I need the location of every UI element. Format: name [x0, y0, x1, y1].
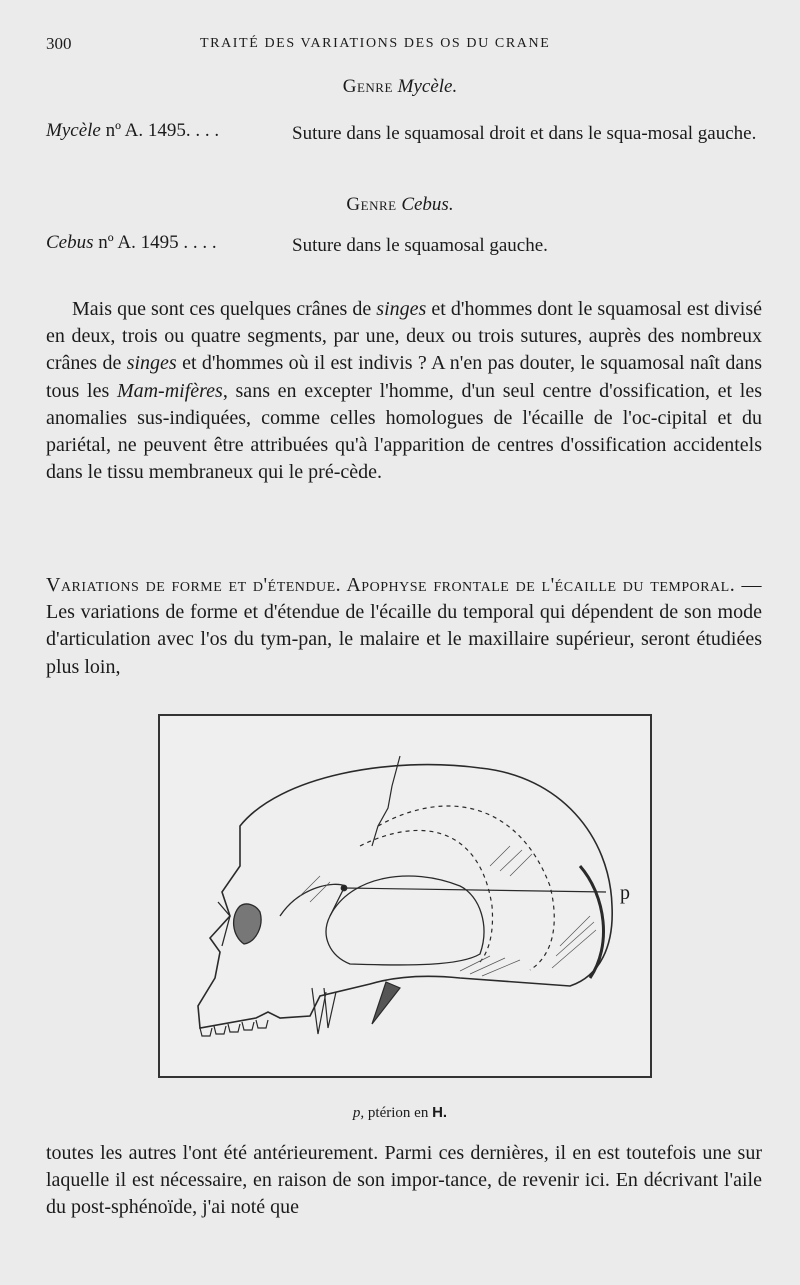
- genre-heading: [0, 76, 800, 98]
- text-run: , sans en excepter l'homme, d'un seul centre d'ossification, et les anomalies sus-indiquées, comme celles homologues de l'écaille de l'oc-cipital et du pariétal, ne peuvent être attribuées qu'à l'apparition de centres d'ossification accidentels dans le tissu membraneux qui le pré-cède.: [46, 379, 763, 484]
- text-run: et d'hommes où il est indivis ? A n'en pas douter, le squamosal naît dans tous les: [46, 352, 762, 402]
- zygomatic-line: [280, 884, 345, 916]
- text-run: Mais que sont ces quelques crânes de: [72, 298, 377, 320]
- text-run: Les variations de forme et d'étendue de l'écaille du temporal qui dépendent de son mode d'articulation avec l'os du tym-pan, le malaire et le maxillaire supérieur, seront étudiées plus loin,: [46, 601, 762, 678]
- specimen-entry: [46, 232, 217, 254]
- caption-letter: p,: [352, 1105, 365, 1121]
- leader-dots: . . .: [192, 232, 217, 253]
- body-paragraph: [46, 572, 762, 681]
- genre-heading: [0, 194, 800, 216]
- running-title: TRAITÉ DES VARIATIONS DES OS DU CRANE: [200, 36, 551, 51]
- genre-name: Mycèle.: [397, 76, 458, 97]
- skull-outline: [198, 765, 612, 1028]
- text-run: et d'hommes dont le squamosal est divisé en deux, trois ou quatre segments, par une, deux ou trois sutures, auprès des nombreux crânes de: [46, 298, 762, 375]
- orbit: [234, 904, 261, 944]
- caption-text: ptérion en: [364, 1105, 433, 1121]
- body-paragraph: [46, 296, 762, 486]
- specimen-ref: nº A. 1495.: [100, 120, 191, 141]
- figure-caption: [0, 1104, 800, 1122]
- section-heading: Variations de forme et d'étendue. Apophyse frontale de l'écaille du temporal. —: [46, 574, 762, 596]
- figure-label: p: [620, 882, 630, 904]
- genre-word: Genre: [346, 194, 397, 215]
- specimen-name: Mycèle: [46, 120, 101, 141]
- specimen-description: Suture dans le squamosal gauche.: [292, 235, 548, 256]
- specimen-name: Cebus: [46, 232, 94, 253]
- skull-figure: [158, 714, 652, 1078]
- specimen-entry: [46, 120, 219, 142]
- coronal-suture: [372, 756, 400, 846]
- emphasis: singes: [126, 352, 177, 375]
- leader-dots: . . .: [195, 120, 220, 141]
- emphasis: singes: [376, 298, 427, 320]
- dashed-line: [378, 806, 554, 970]
- caption-symbol: H.: [432, 1104, 448, 1121]
- specimen-description: Suture dans le squamosal droit et dans le squa-mosal gauche.: [292, 123, 757, 144]
- genre-name: Cebus.: [401, 194, 454, 215]
- emphasis: Mam-mifères: [116, 379, 223, 402]
- body-paragraph: toutes les autres l'ont été antérieurement. Parmi ces dernières, il en est toutefois une sur laquelle il est nécessaire, en raison de son impor-tance, de revenir ici. En décrivant l'aile du post-sphénoïde, j'ai noté que: [46, 1142, 762, 1219]
- hatching: [300, 846, 596, 976]
- page-number: 300: [46, 34, 72, 53]
- genre-word: Genre: [342, 76, 393, 97]
- mastoid-process: [372, 982, 400, 1024]
- pointer-line: [344, 888, 606, 892]
- skull-illustration: [160, 716, 650, 1076]
- specimen-ref: nº A. 1495 .: [93, 232, 189, 253]
